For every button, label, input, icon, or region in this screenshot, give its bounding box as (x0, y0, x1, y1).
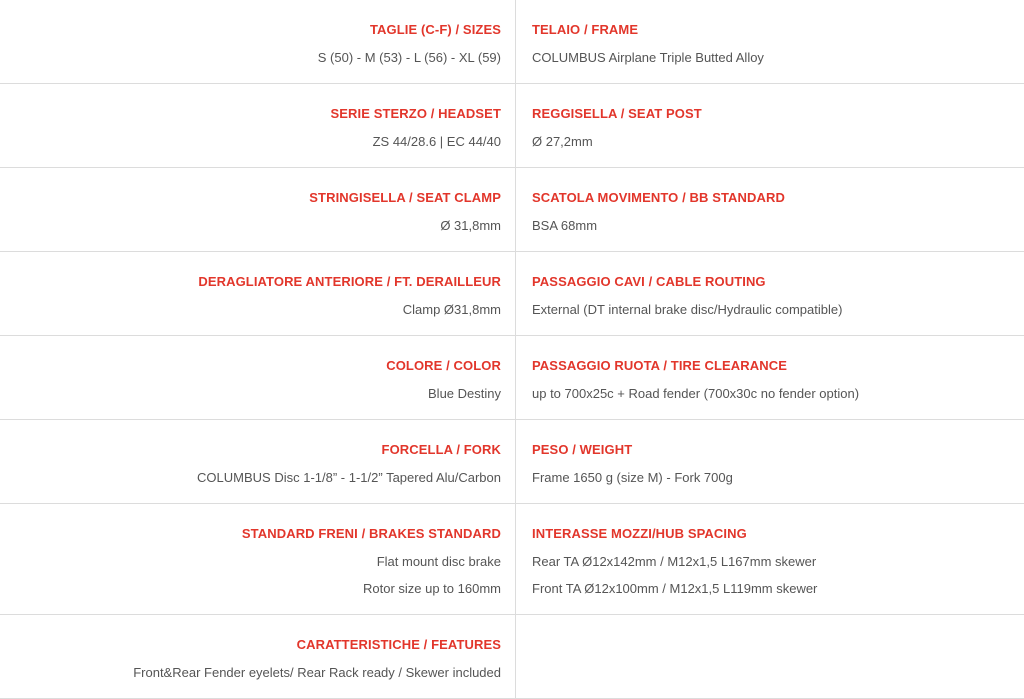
spec-cell-brakes-standard (0, 504, 516, 614)
spec-label: CARATTERISTICHE / FEATURES (296, 637, 501, 652)
spec-value: S (50) - M (53) - L (56) - XL (59) (317, 50, 501, 65)
spec-cell-cable-routing (516, 252, 1024, 335)
spec-value: Flat mount disc brake (376, 554, 501, 569)
spec-cell-weight (516, 420, 1024, 503)
spec-value: ZS 44/28.6 | EC 44/40 (372, 134, 501, 149)
spec-value: Rotor size up to 160mm (362, 581, 501, 596)
spec-value: Clamp Ø31,8mm (402, 302, 501, 317)
spec-cell-seat-clamp (0, 168, 516, 251)
spec-row (0, 336, 1024, 420)
spec-label: STANDARD FRENI / BRAKES STANDARD (241, 526, 501, 541)
spec-value: External (DT internal brake disc/Hydraulic compatible) (532, 302, 843, 317)
spec-value: Frame 1650 g (size M) - Fork 700g (532, 470, 733, 485)
spec-cell-sizes (0, 0, 516, 83)
spec-label: PESO / WEIGHT (532, 442, 633, 457)
spec-label: TELAIO / FRAME (532, 22, 639, 37)
spec-cell-fork (0, 420, 516, 503)
spec-value: up to 700x25c + Road fender (700x30c no fender option) (532, 386, 860, 401)
spec-label: INTERASSE MOZZI/HUB SPACING (532, 526, 747, 541)
spec-row (0, 420, 1024, 504)
spec-value: COLUMBUS Disc 1-1/8” - 1-1/2” Tapered Alu/Carbon (197, 470, 501, 485)
spec-cell-headset (0, 84, 516, 167)
spec-label: FORCELLA / FORK (381, 442, 501, 457)
spec-label: COLORE / COLOR (386, 358, 501, 373)
spec-label: STRINGISELLA / SEAT CLAMP (309, 190, 501, 205)
spec-label: SCATOLA MOVIMENTO / BB STANDARD (532, 190, 785, 205)
spec-row (0, 504, 1024, 615)
spec-label: REGGISELLA / SEAT POST (532, 106, 702, 121)
spec-value: Front TA Ø12x100mm / M12x1,5 L119mm skewer (532, 581, 818, 596)
spec-row (0, 84, 1024, 168)
spec-row (0, 168, 1024, 252)
spec-value: Rear TA Ø12x142mm / M12x1,5 L167mm skewer (532, 554, 817, 569)
spec-label: PASSAGGIO CAVI / CABLE ROUTING (532, 274, 766, 289)
spec-cell-frame (516, 0, 1024, 83)
spec-cell-empty (516, 615, 1024, 698)
spec-row (0, 0, 1024, 84)
spec-cell-ft-derailleur (0, 252, 516, 335)
spec-value: COLUMBUS Airplane Triple Butted Alloy (532, 50, 764, 65)
spec-row (0, 252, 1024, 336)
spec-value: Ø 27,2mm (532, 134, 593, 149)
spec-value: Blue Destiny (428, 386, 501, 401)
spec-row (0, 615, 1024, 699)
spec-value: Ø 31,8mm (440, 218, 501, 233)
spec-cell-color (0, 336, 516, 419)
spec-label: PASSAGGIO RUOTA / TIRE CLEARANCE (532, 358, 788, 373)
spec-value: Front&Rear Fender eyelets/ Rear Rack ready / Skewer included (133, 665, 501, 680)
spec-label: TAGLIE (C-F) / SIZES (369, 22, 501, 37)
spec-cell-bb-standard (516, 168, 1024, 251)
spec-cell-seat-post (516, 84, 1024, 167)
spec-cell-features (0, 615, 516, 698)
spec-label: SERIE STERZO / HEADSET (330, 106, 501, 121)
spec-cell-tire-clearance (516, 336, 1024, 419)
spec-cell-hub-spacing (516, 504, 1024, 614)
spec-label: DERAGLIATORE ANTERIORE / FT. DERAILLEUR (198, 274, 501, 289)
spec-value: BSA 68mm (532, 218, 598, 233)
